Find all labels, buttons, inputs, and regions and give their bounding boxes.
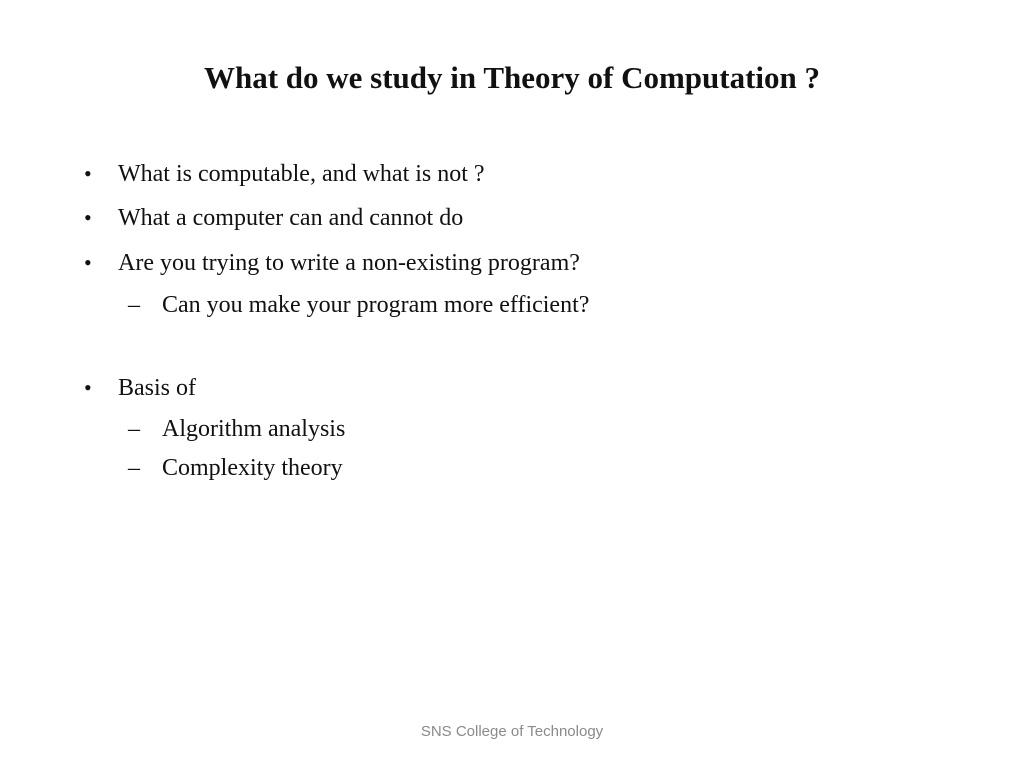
subitem-text: Complexity theory xyxy=(162,455,343,481)
bullet-item-non-existing xyxy=(0,248,1024,278)
bullet-item-basis xyxy=(0,373,1024,403)
subitem-algorithm xyxy=(0,414,1024,444)
bullet-item-computable xyxy=(0,159,1024,189)
bullet-text: What a computer can and cannot do xyxy=(118,205,464,231)
bullet-text: What is computable, and what is not ? xyxy=(118,161,485,187)
subitem-text: Can you make your program more efficient? xyxy=(162,292,590,318)
bullet-item-can-do xyxy=(0,203,1024,233)
bullet-icon: • xyxy=(84,161,92,186)
slide-title: What do we study in Theory of Computation ? xyxy=(203,60,821,95)
bullet-icon: • xyxy=(84,205,92,230)
subitem-text: Algorithm analysis xyxy=(162,416,346,442)
dash-icon: – xyxy=(128,455,140,481)
dash-icon: – xyxy=(128,416,140,442)
slide-footer: SNS College of Technology xyxy=(420,723,604,740)
subitem-efficient xyxy=(0,290,1024,320)
bullet-icon: • xyxy=(84,250,92,275)
bullet-text: Are you trying to write a non-existing program? xyxy=(118,250,580,276)
bullet-icon: • xyxy=(84,375,92,400)
dash-icon: – xyxy=(128,292,140,318)
bullet-text: Basis of xyxy=(118,375,196,401)
subitem-complexity xyxy=(0,453,1024,483)
